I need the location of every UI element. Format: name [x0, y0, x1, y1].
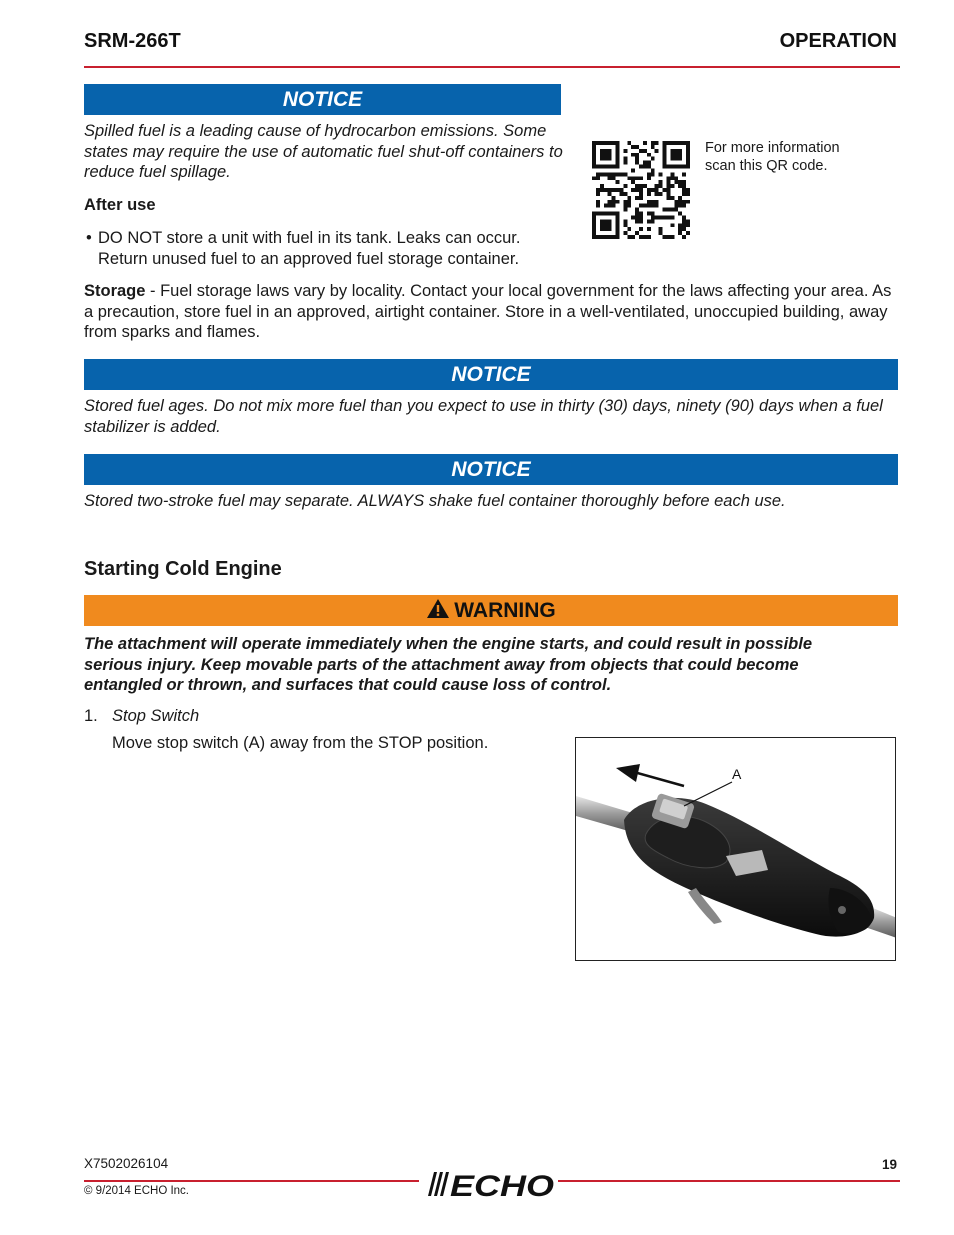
- footer-rule-right: [558, 1180, 900, 1182]
- warning-triangle-icon: [426, 598, 450, 619]
- step-title: Stop Switch: [112, 707, 200, 725]
- handle-illustration: [576, 738, 896, 961]
- storage-text: - Fuel storage laws vary by locality. Contact your local government for the laws affecting your area. As a precaution, store fuel in an approved, airtight container. Store in a well-ventilated, unoccupied building, away from sparks and flames.: [84, 282, 892, 341]
- notice-text-1: Spilled fuel is a leading cause of hydrocarbon emissions. Some states may require the use of automatic fuel shut-off containers to reduce fuel spillage.: [84, 122, 563, 181]
- warning-banner: [84, 595, 898, 626]
- storage-label: Storage: [84, 282, 146, 300]
- after-use-heading: After use: [84, 196, 156, 214]
- warning-text: The attachment will operate immediately when the engine starts, and could result in possible serious injury. Keep movable parts of the attachment away from objects that could become entangled or thrown, and surfaces that could cause loss of control.: [84, 635, 812, 694]
- notice-banner-1: NOTICE: [84, 84, 561, 115]
- qr-note: [705, 139, 905, 175]
- section-title: OPERATION: [779, 30, 897, 52]
- notice-text-3: Stored two-stroke fuel may separate. ALWAYS shake fuel container thoroughly before each use.: [84, 492, 786, 510]
- notice-text-2: Stored fuel ages. Do not mix more fuel than you expect to use in thirty (30) days, ninety (90) days when a fuel stabilizer is added.: [84, 397, 883, 436]
- echo-logo-text: ECHO: [450, 1170, 554, 1200]
- footer-rule-left: [84, 1180, 419, 1182]
- copyright: © 9/2014 ECHO Inc.: [84, 1185, 189, 1197]
- model-name: SRM-266T: [84, 30, 181, 52]
- step-number: 1.: [84, 707, 98, 725]
- bullet: •: [86, 229, 92, 247]
- figure-label-a: A: [732, 766, 742, 782]
- step-text: Move stop switch (A) away from the STOP position.: [112, 734, 489, 752]
- stop-switch-figure: [575, 737, 896, 961]
- qr-code: [592, 141, 690, 239]
- notice-banner-3: NOTICE: [84, 454, 898, 485]
- qr-note-line-2: scan this QR code.: [705, 158, 828, 174]
- qr-note-line-1: For more information: [705, 140, 840, 156]
- storage-paragraph: [84, 281, 900, 343]
- echo-logo: [424, 1168, 560, 1200]
- notice-banner-2: NOTICE: [84, 359, 898, 390]
- section-heading: Starting Cold Engine: [84, 558, 282, 580]
- after-use-item: DO NOT store a unit with fuel in its tank. Leaks can occur. Return unused fuel to an approved fuel storage container.: [98, 229, 521, 268]
- warning-label: WARNING: [454, 599, 556, 622]
- doc-number: X7502026104: [84, 1156, 169, 1171]
- header-rule: [84, 66, 900, 68]
- page-number: 19: [881, 1157, 897, 1172]
